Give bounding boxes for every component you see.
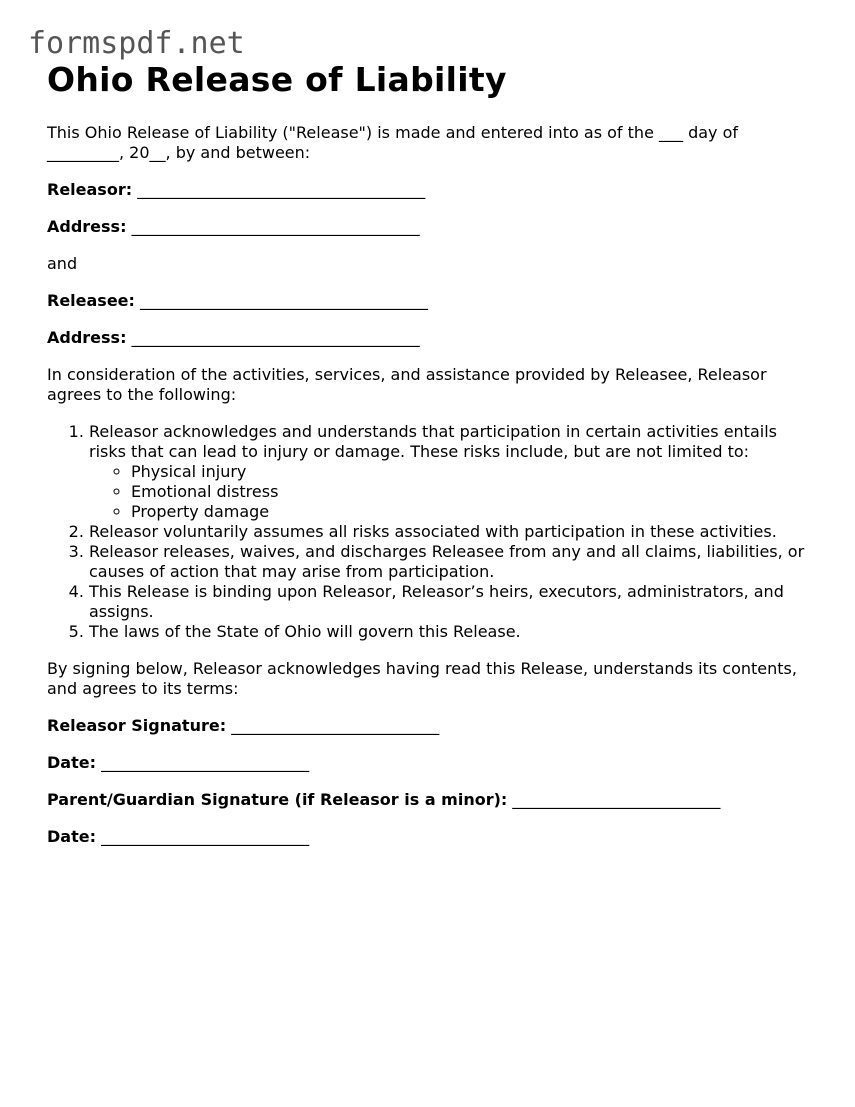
term-item xyxy=(89,422,817,522)
releasee-blank[interactable]: ____________________________________ xyxy=(140,291,429,310)
document-page xyxy=(47,58,817,847)
intro-paragraph xyxy=(47,123,817,163)
date-label: Date: xyxy=(47,753,96,772)
guardian-date-field[interactable] xyxy=(47,827,817,847)
term-item: 5. The laws of the State of Ohio will govern this Release. xyxy=(89,622,817,642)
releasor-address-label: Address: xyxy=(47,217,127,236)
releasor-signature-field[interactable] xyxy=(47,716,817,736)
term-item: 3. Releasor releases, waives, and discharges Releasee from any and all claims, liabilities, or causes of action that may arise from participation. xyxy=(89,542,817,582)
guardian-signature-field[interactable] xyxy=(47,790,817,810)
date-blank[interactable]: __________________________ xyxy=(101,753,310,772)
releasee-address-blank[interactable]: ____________________________________ xyxy=(131,328,420,347)
releasor-blank[interactable]: ____________________________________ xyxy=(137,180,426,199)
releasee-address-field[interactable] xyxy=(47,328,817,348)
releasor-signature-label: Releasor Signature: xyxy=(47,716,227,735)
guardian-date-label: Date: xyxy=(47,827,96,846)
risks-list xyxy=(89,462,817,522)
releasor-address-field[interactable] xyxy=(47,217,817,237)
watermark: formspdf.net xyxy=(28,26,245,61)
releasee-field[interactable] xyxy=(47,291,817,311)
document-title: Ohio Release of Liability xyxy=(47,60,507,99)
terms-list xyxy=(47,422,817,642)
intro-line-1: This Ohio Release of Liability ("Release") is made and entered into as of the ___ day of xyxy=(47,123,739,142)
releasor-signature-blank[interactable]: __________________________ xyxy=(231,716,440,735)
term-item: 2. Releasor voluntarily assumes all risks associated with participation in these activities. xyxy=(89,522,817,542)
and-text: and xyxy=(47,254,78,273)
guardian-signature-label: Parent/Guardian Signature (if Releasor is a minor): xyxy=(47,790,508,809)
guardian-signature-blank[interactable]: __________________________ xyxy=(512,790,721,809)
guardian-date-blank[interactable]: __________________________ xyxy=(101,827,310,846)
intro-line-2: _________, 20__, by and between: xyxy=(47,143,311,162)
releasee-address-label: Address: xyxy=(47,328,127,347)
risk-item: ◦ Physical injury xyxy=(131,462,817,482)
term-item: 4. This Release is binding upon Releasor, Releasor’s heirs, executors, administrators, and assigns. xyxy=(89,582,817,622)
signing-paragraph: By signing below, Releasor acknowledges having read this Release, understands its contents, and agrees to its terms: xyxy=(47,659,797,698)
releasee-label: Releasee: xyxy=(47,291,135,310)
releasor-field[interactable] xyxy=(47,180,817,200)
risk-item: ◦ Property damage xyxy=(131,502,817,522)
date-field[interactable] xyxy=(47,753,817,773)
releasor-address-blank[interactable]: ____________________________________ xyxy=(131,217,420,236)
term-text: Releasor acknowledges and understands that participation in certain activities entails risks that can lead to injury or damage. These risks include, but are not limited to: xyxy=(89,422,777,461)
consideration-paragraph: In consideration of the activities, services, and assistance provided by Releasee, Releasor agrees to the following: xyxy=(47,365,767,404)
risk-item: ◦ Emotional distress xyxy=(131,482,817,502)
releasor-label: Releasor: xyxy=(47,180,133,199)
